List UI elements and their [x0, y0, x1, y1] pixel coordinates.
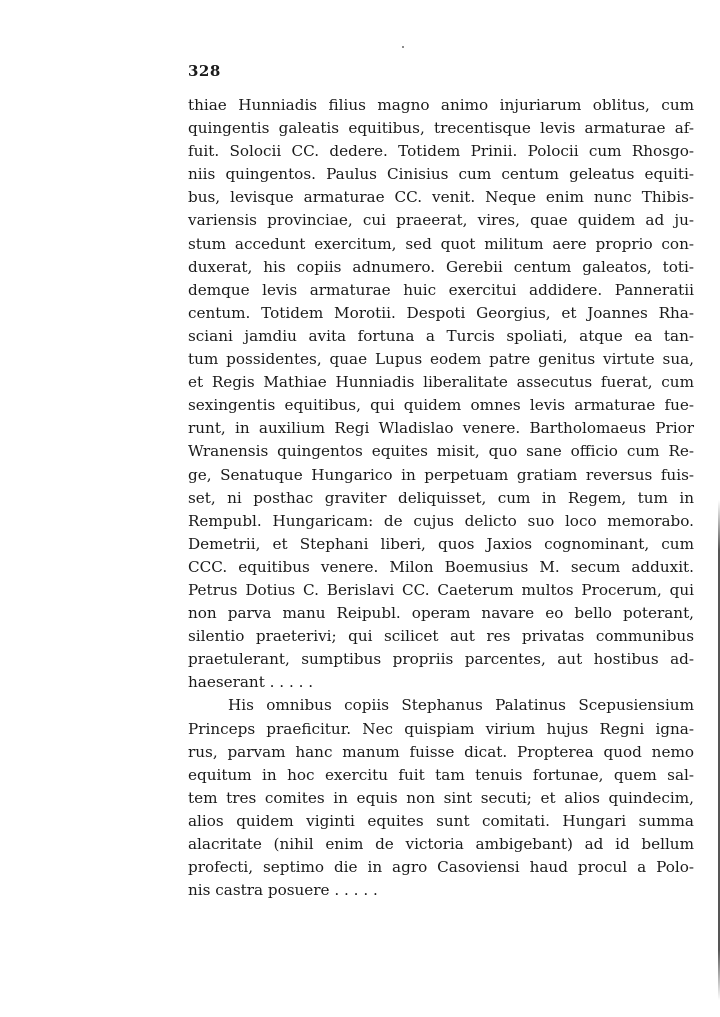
text-line: stum accedunt exercitum, sed quot militum aere proprio con-	[188, 234, 694, 253]
text-line: sexingentis equitibus, qui quidem omnes levis armaturae fue-	[188, 396, 694, 415]
text-line: tem tres comites in equis non sint secuti; et alios quindecim,	[188, 788, 694, 807]
text-line: Rempubl. Hungaricam: de cujus delicto suo loco memorabo.	[188, 511, 694, 530]
text-line: CCC. equitibus venere. Milon Boemusius M. secum adduxit.	[188, 557, 694, 576]
text-line: alacritate (nihil enim de victoria ambigebant) ad id bellum	[188, 835, 694, 853]
text-line: runt, in auxilium Regi Wladislao venere. Bartholomaeus Prior	[188, 419, 694, 438]
text-line: variensis provinciae, cui praeerat, vires, quae quidem ad ju-	[188, 211, 694, 230]
text-line: fuit. Solocii CC. dedere. Totidem Prinii. Polocii cum Rhosgo-	[188, 142, 694, 161]
text-line: Princeps praeficitur. Nec quispiam virium hujus Regni igna-	[188, 719, 694, 738]
paragraph	[188, 94, 694, 694]
ink-speck	[402, 46, 404, 48]
text-line: Petrus Dotius C. Berislavi CC. Caeterum multos Procerum, qui	[188, 580, 694, 599]
text-line: His omnibus copiis Stephanus Palatinus Scepusiensium	[228, 696, 694, 715]
text-line: non parva manu Reipubl. operam navare eo bello poterant,	[188, 604, 694, 623]
text-line: niis quingentos. Paulus Cinisius cum centum geleatus equiti-	[188, 165, 694, 184]
paragraph	[188, 694, 694, 902]
text-line: ge, Senatuque Hungarico in perpetuam gratiam reversus fuis-	[188, 465, 694, 484]
text-line: profecti, septimo die in agro Casoviensi haud procul a Polo-	[188, 858, 694, 877]
body-text	[188, 94, 694, 902]
text-line: rus, parvam hanc manum fuisse dicat. Propterea quod nemo	[188, 742, 694, 761]
text-line: duxerat, his copiis adnumero. Gerebii centum galeatos, toti-	[188, 257, 694, 276]
text-line: quingentis galeatis equitibus, trecentisque levis armaturae af-	[188, 119, 694, 138]
text-line: nis castra posuere . . . . .	[188, 881, 378, 900]
text-line: equitum in hoc exercitu fuit tam tenuis fortunae, quem sal-	[188, 765, 694, 784]
text-line: centum. Totidem Morotii. Despoti Georgius, et Joannes Rha-	[188, 303, 694, 322]
text-line: bus, levisque armaturae CC. venit. Neque enim nunc Thibis-	[188, 188, 694, 207]
page-number: 328	[188, 62, 221, 80]
text-line: set, ni posthac graviter deliquisset, cum in Regem, tum in	[188, 488, 694, 507]
text-line: Wranensis quingentos equites misit, quo sane officio cum Re-	[188, 442, 694, 461]
text-line: alios quidem viginti equites sunt comitati. Hungari summa	[188, 811, 694, 830]
text-line: thiae Hunniadis filius magno animo injuriarum oblitus, cum	[188, 96, 694, 114]
text-line: sciani jamdiu avita fortuna a Turcis spoliati, atque ea tan-	[188, 326, 694, 345]
text-line: tum possidentes, quae Lupus eodem patre genitus virtute sua,	[188, 350, 694, 369]
text-line: Demetrii, et Stephani liberi, quos Jaxios cognominant, cum	[188, 534, 694, 553]
text-line: praetulerant, sumptibus propriis parcentes, aut hostibus ad-	[188, 650, 694, 669]
text-line: silentio praeterivi; qui scilicet aut res privatas communibus	[188, 627, 694, 646]
text-line: demque levis armaturae huic exercitui addidere. Panneratii	[188, 280, 694, 299]
text-line: et Regis Mathiae Hunniadis liberalitate assecutus fuerat, cum	[188, 373, 694, 392]
text-line: haeserant . . . . .	[188, 673, 314, 692]
